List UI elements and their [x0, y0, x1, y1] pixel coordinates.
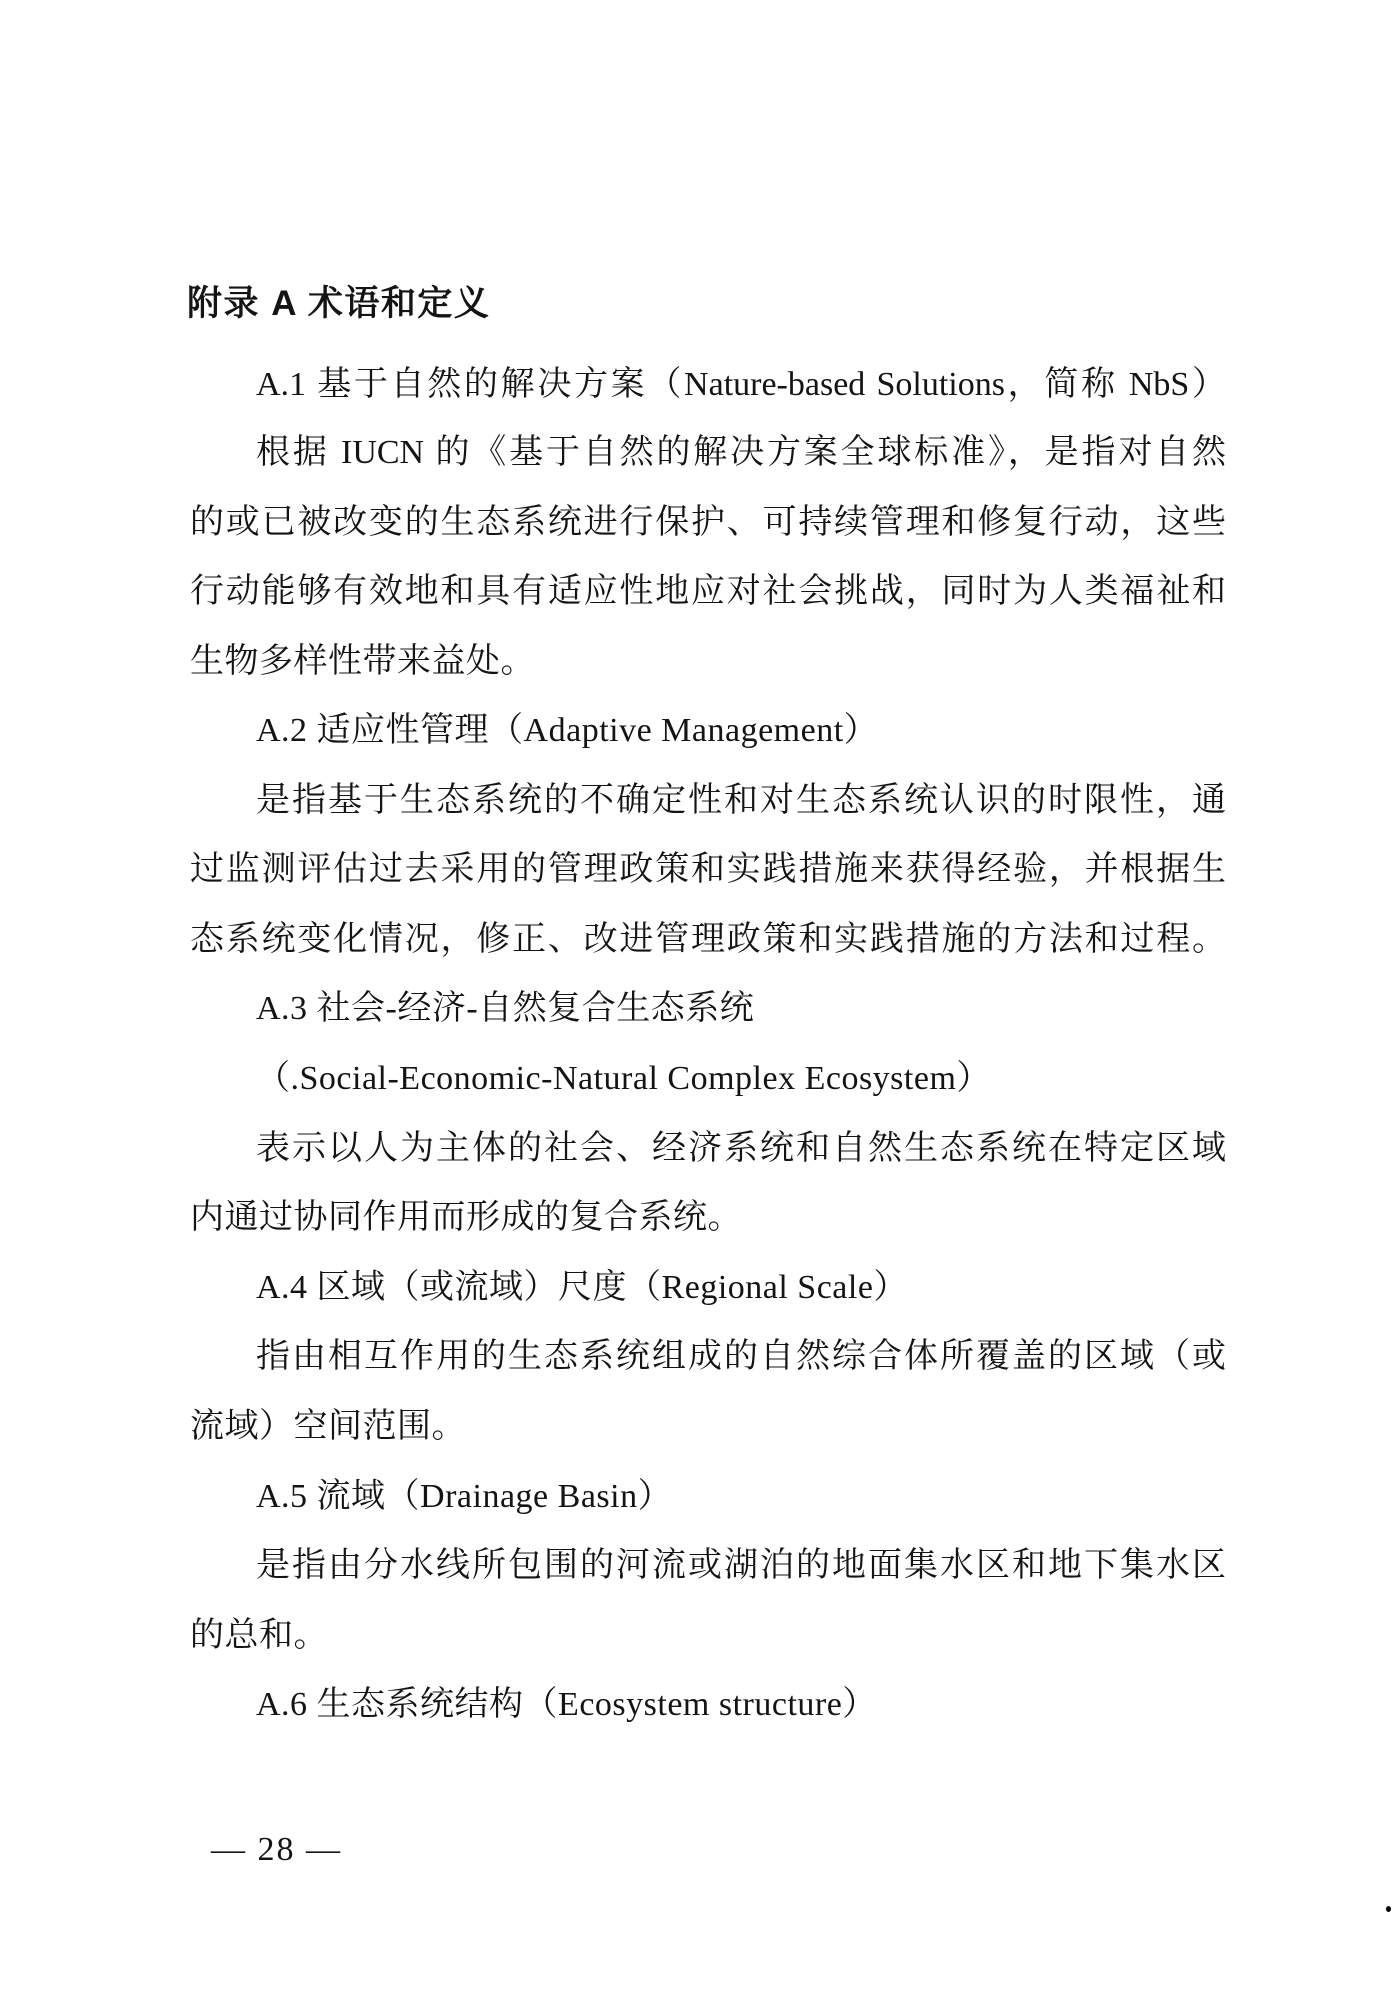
term-heading-a4: A.4 区域（或流域）尺度（Regional Scale） [256, 1269, 908, 1306]
page-number: — 28 — [211, 1831, 342, 1868]
paragraph-line: 的或已被改变的生态系统进行保护、可持续管理和修复行动，这些 [190, 504, 1226, 541]
paragraph-line: 内通过协同作用而形成的复合系统。 [190, 1199, 742, 1236]
paragraph-line: 表示以人为主体的社会、经济系统和自然生态系统在特定区域 [256, 1130, 1226, 1167]
term-heading-a3: A.3 社会-经济-自然复合生态系统 [256, 990, 755, 1027]
term-heading-a2: A.2 适应性管理（Adaptive Management） [256, 712, 879, 749]
term-heading-a6: A.6 生态系统结构（Ecosystem structure） [256, 1686, 877, 1723]
paragraph-line: 态系统变化情况，修正、改进管理政策和实践措施的方法和过程。 [190, 921, 1226, 958]
paragraph-line: 是指基于生态系统的不确定性和对生态系统认识的时限性，通 [256, 782, 1226, 819]
term-heading-a5: A.5 流域（Drainage Basin） [256, 1478, 673, 1515]
paragraph-line: 流域）空间范围。 [190, 1408, 466, 1445]
paragraph-line: 是指由分水线所包围的河流或湖泊的地面集水区和地下集水区 [256, 1547, 1226, 1584]
paragraph-line: 生物多样性带来益处。 [190, 643, 535, 680]
term-english-name: （.Social-Economic-Natural Complex Ecosystem） [256, 1060, 991, 1097]
paragraph-line: 的总和。 [190, 1617, 328, 1654]
scan-speck [1386, 1906, 1391, 1912]
paragraph-line: 行动能够有效地和具有适应性地应对社会挑战，同时为人类福祉和 [190, 573, 1226, 610]
appendix-title: 附录 A 术语和定义 [187, 284, 491, 323]
paragraph-line: 根据 IUCN 的《基于自然的解决方案全球标准》，是指对自然 [256, 434, 1226, 471]
paragraph-line: 过监测评估过去采用的管理政策和实践措施来获得经验，并根据生 [190, 851, 1226, 888]
paragraph-line: 指由相互作用的生态系统组成的自然综合体所覆盖的区域（或 [256, 1338, 1226, 1375]
term-heading-a1: A.1 基于自然的解决方案（Nature-based Solutions，简称 NbS） [256, 366, 1226, 403]
